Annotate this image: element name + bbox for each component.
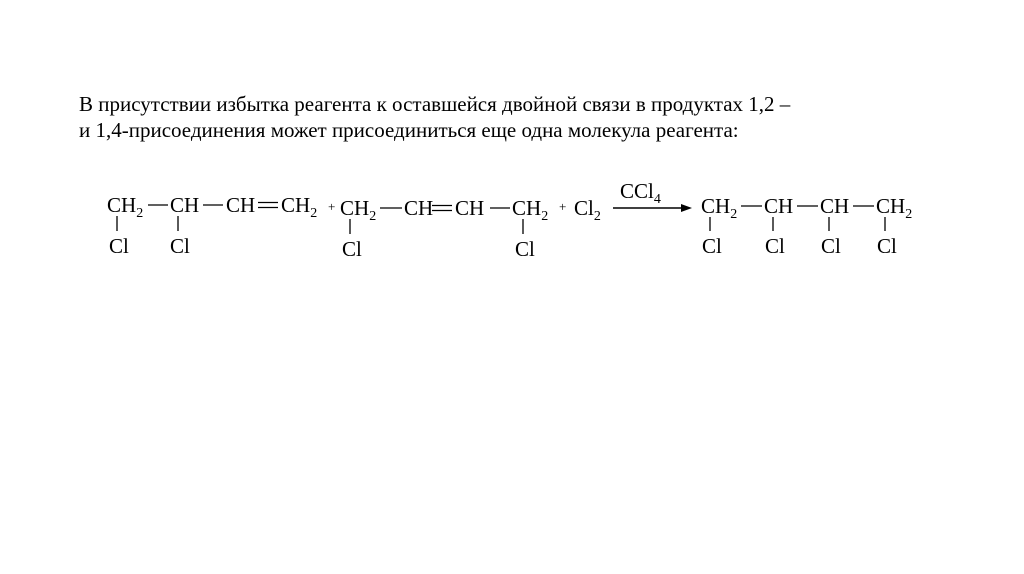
reactant-2-substituent-2: Cl — [515, 237, 535, 261]
plus-sign-2: + — [559, 199, 567, 214]
reactant-1-group-4: $CH_2$ — [281, 193, 318, 221]
reactant-1-substituent-2: Cl — [170, 234, 190, 258]
product-substituent-1: Cl — [702, 234, 722, 258]
reagent-chlorine: $Cl_2$ — [574, 196, 601, 224]
arrow-head — [681, 204, 692, 212]
reactant-1-group-3: CH — [226, 193, 256, 217]
product-substituent-3: Cl — [821, 234, 841, 258]
reactant-1-group-1: $CH_2$ — [107, 193, 144, 221]
reactant-2-group-3: CH — [455, 196, 485, 220]
reactant-2-group-4: $CH_2$ — [512, 196, 549, 224]
plus-sign-1: + — [328, 199, 336, 214]
product-group-1: $CH_2$ — [701, 194, 738, 222]
product-group-4: $CH_2$ — [876, 194, 913, 222]
solvent-label: CCl$_4$ — [620, 179, 661, 207]
reactant-1-substituent-1: Cl — [109, 234, 129, 258]
intro-line-2: и 1,4-присоединения может присоединиться еще одна молекула реагента: — [79, 118, 739, 142]
product-substituent-4: Cl — [877, 234, 897, 258]
product-group-3: CH — [820, 194, 850, 218]
product-group-2: CH — [764, 194, 794, 218]
intro-line-1: В присутствии избытка реагента к оставшейся двойной связи в продуктах 1,2 – — [79, 92, 791, 116]
reactant-2-group-2: CH — [404, 196, 434, 220]
reactant-1-group-2: CH — [170, 193, 200, 217]
reactant-2-group-1: $CH_2$ — [340, 196, 377, 224]
reactant-2-substituent-1: Cl — [342, 237, 362, 261]
product-substituent-2: Cl — [765, 234, 785, 258]
